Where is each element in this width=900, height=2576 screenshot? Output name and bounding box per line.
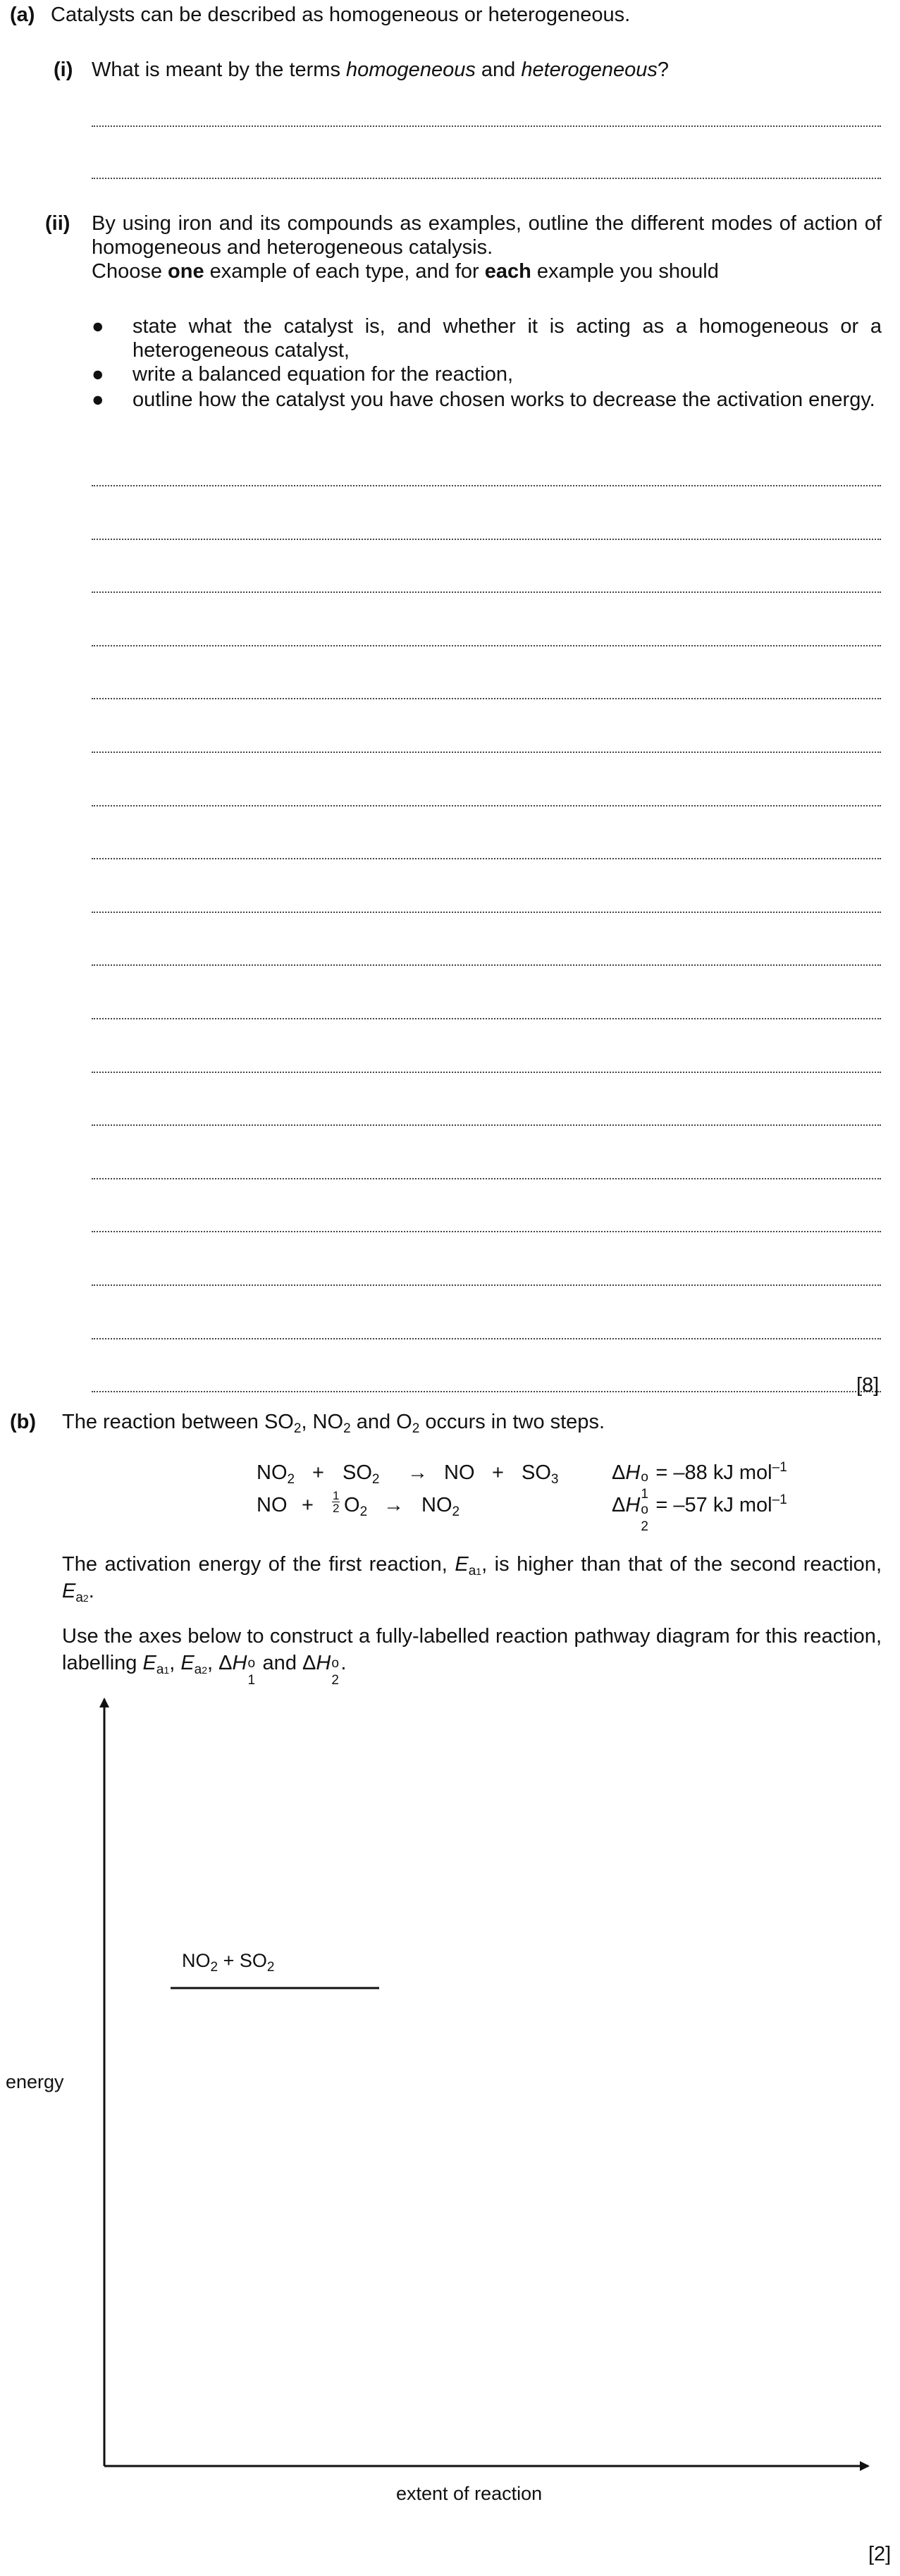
answer-line-ii[interactable] [92, 539, 881, 540]
arrow-icon: → [407, 1461, 428, 1484]
question-ii-instruction: Choose one example of each type, and for each example you should [92, 260, 719, 283]
answer-line-ii[interactable] [92, 964, 881, 966]
equation-1: $NO_2$ [257, 1461, 295, 1487]
marks-a: [8] [856, 1374, 880, 1397]
term-homogeneous: homogeneous [346, 59, 476, 81]
answer-line-ii[interactable] [92, 1178, 881, 1179]
question-i-text: What is meant by the terms homogeneous and heterogeneous? [92, 59, 669, 81]
question-ii-label: (ii) [45, 212, 70, 235]
answer-line-ii[interactable] [92, 805, 881, 806]
answer-line-ii[interactable] [92, 1284, 881, 1286]
arrow-icon: → [383, 1494, 404, 1516]
part-b-intro: The reaction between $SO_2$, $NO_2$ and $O_2$ occurs in two steps. [62, 1411, 605, 1436]
product-no: NO [444, 1461, 475, 1484]
bullet-item: outline how the catalyst you have chosen works to decrease the activation energy. [132, 388, 875, 411]
x-axis-label: extent of reaction [396, 2483, 543, 2504]
bullet-icon: ● [92, 363, 104, 386]
activation-energy-text: The activation energy of the first reaction, $E_{a1}$, is higher than that of the second reaction, $E_{a2}$. [62, 1553, 882, 1605]
diagram-instruction: Use the axes below to construct a fully-labelled reaction pathway diagram for this reaction, labelling $E_{a1}$, $E_{a2}$, ΔH o 1 and ΔH o 2 . [62, 1625, 882, 1688]
part-a-label: (a) [10, 4, 35, 26]
half-fraction: $\frac{1}{2}$ [333, 1488, 340, 1515]
bullet-icon: ● [92, 315, 104, 338]
answer-line-ii[interactable] [92, 912, 881, 913]
reactant-o2: $O_2$ [344, 1494, 368, 1519]
bullet-icon: ● [92, 388, 104, 411]
plus-sign: + [302, 1494, 314, 1516]
answer-line-ii[interactable] [92, 591, 881, 593]
answer-line-ii[interactable] [92, 1231, 881, 1232]
part-b-label: (b) [10, 1411, 37, 1433]
y-axis-label: energy [6, 2071, 64, 2092]
question-ii-text: By using iron and its compounds as examples, outline the different modes of action of homogeneous and heterogeneous catalysis. [92, 212, 882, 259]
question-i-label: (i) [54, 59, 73, 81]
answer-line-i-2[interactable] [92, 178, 881, 179]
term-heterogeneous: heterogeneous [521, 59, 658, 81]
plus-sign: + [492, 1461, 504, 1484]
answer-line-ii[interactable] [92, 645, 881, 646]
equation-2: NO [257, 1494, 288, 1516]
plus-sign: + [312, 1461, 324, 1484]
enthalpy-1: ΔH o 1 = –88 kJ mol$^{-1}$ [612, 1460, 787, 1502]
answer-line-ii[interactable] [92, 1338, 881, 1339]
part-a-intro: Catalysts can be described as homogeneous or heterogeneous. [51, 4, 631, 26]
marks-b: [2] [868, 2543, 892, 2565]
product-so3: $SO_3$ [522, 1461, 559, 1487]
product-no2: $NO_2$ [421, 1494, 460, 1519]
answer-line-ii[interactable] [92, 1391, 881, 1392]
answer-line-ii[interactable] [92, 485, 881, 486]
enthalpy-2: ΔH o 2 = –57 kJ mol$^{-1}$ [612, 1492, 787, 1534]
answer-line-ii[interactable] [92, 858, 881, 859]
reaction-pathway-axes[interactable] [0, 1692, 900, 2524]
reactant-so2: $SO_2$ [343, 1461, 380, 1487]
answer-line-ii[interactable] [92, 698, 881, 699]
answer-line-ii[interactable] [92, 1018, 881, 1019]
answer-line-i-1[interactable] [92, 125, 881, 127]
answer-line-ii[interactable] [92, 1072, 881, 1073]
answer-line-ii[interactable] [92, 1124, 881, 1126]
answer-line-ii[interactable] [92, 752, 881, 753]
reactant-label: $NO_2 + SO_2$ [182, 1950, 275, 1975]
bullet-item: write a balanced equation for the reaction, [132, 363, 514, 386]
bullet-item: state what the catalyst is, and whether it is acting as a homogeneous or a heterogeneous catalyst, [132, 315, 882, 362]
